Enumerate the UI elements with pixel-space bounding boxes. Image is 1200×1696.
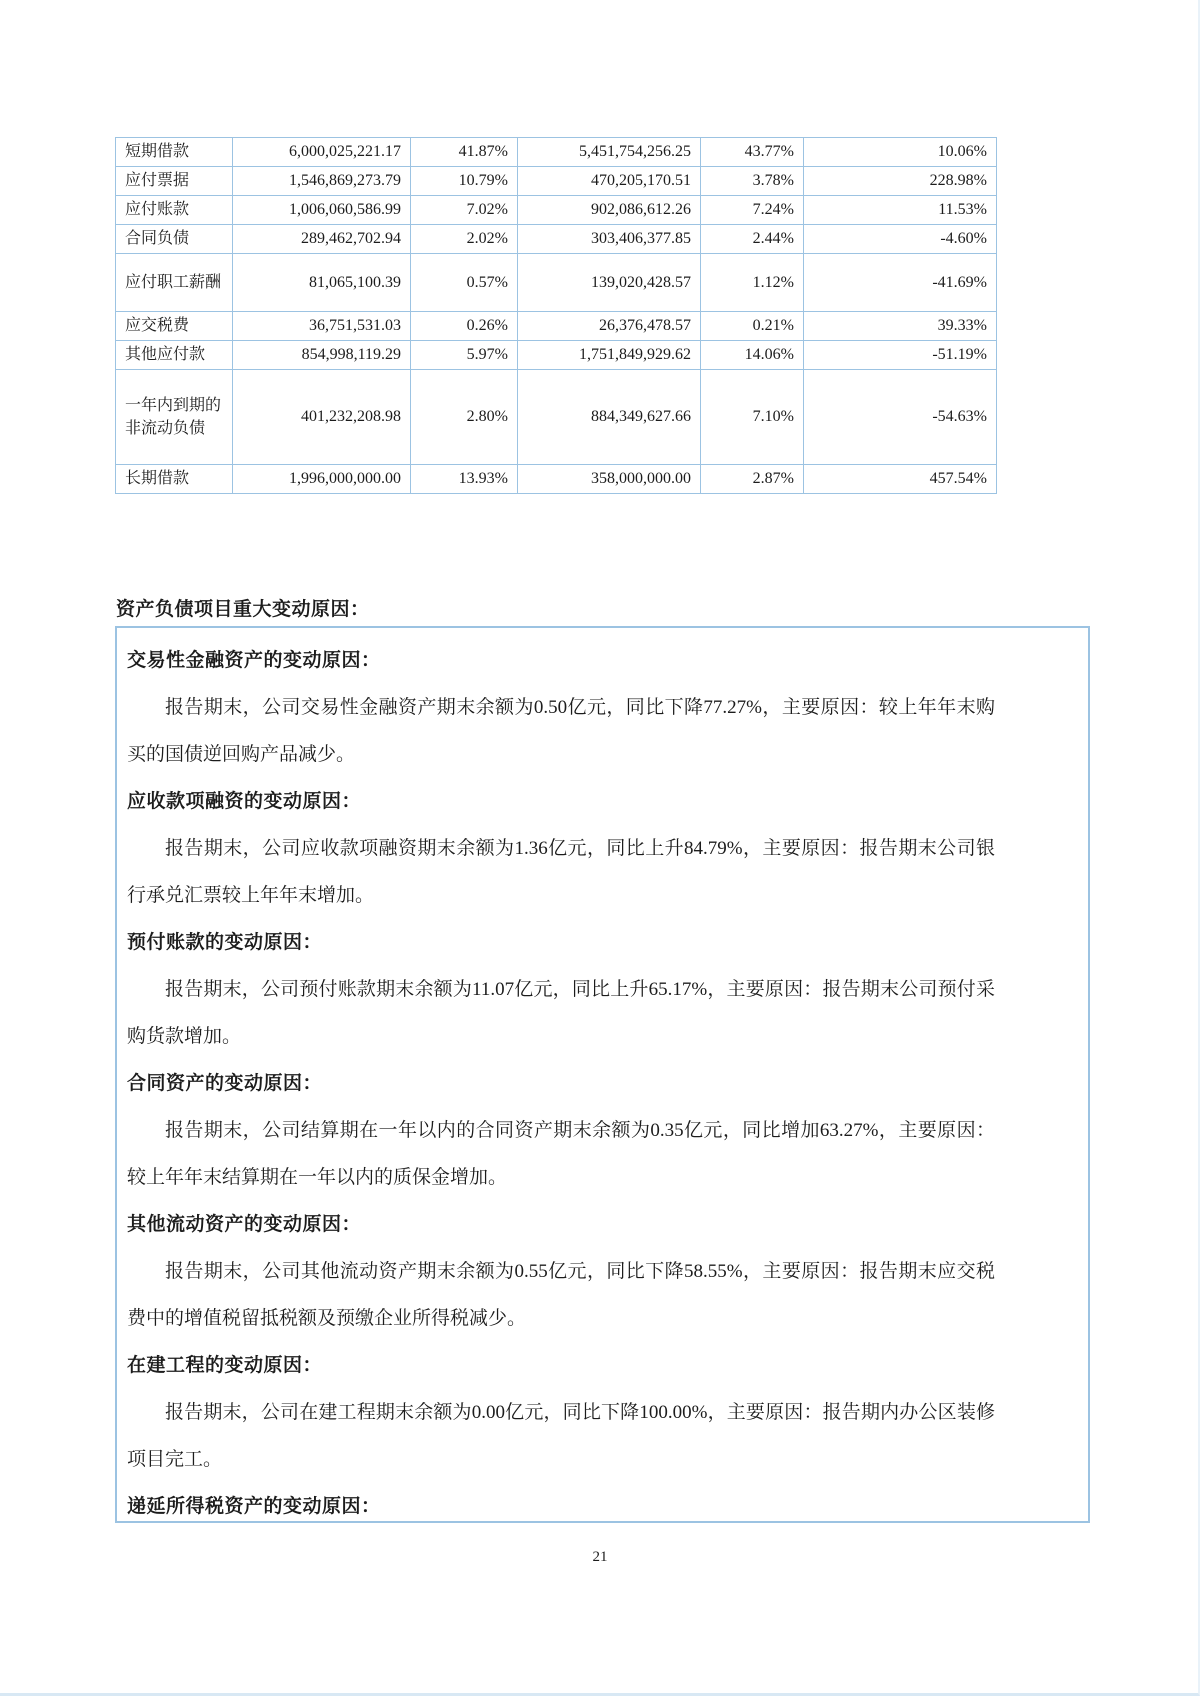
cell-amount-prior: 1,751,849,929.62 [518,341,701,370]
reason-paragraph: 报告期末，公司应收款项融资期末余额为1.36亿元，同比上升84.79%，主要原因：报告期末公司银行承兑汇票较上年年末增加。 [127,838,995,906]
cell-pct-prior: 7.24% [701,196,804,225]
table-row [116,254,997,312]
reason-heading: 其他流动资产的变动原因： [127,1214,362,1235]
cell-amount-current: 1,996,000,000.00 [233,465,411,494]
reason-block [127,637,1088,778]
cell-item: 合同负债 [116,225,233,254]
cell-amount-prior: 303,406,377.85 [518,225,701,254]
reason-paragraph: 报告期末，公司预付账款期末余额为11.07亿元，同比上升65.17%，主要原因：报告期末公司预付采购货款增加。 [127,979,995,1047]
cell-pct-prior: 2.87% [701,465,804,494]
cell-pct-prior: 43.77% [701,138,804,167]
cell-amount-prior: 884,349,627.66 [518,370,701,465]
cell-pct-prior: 7.10% [701,370,804,465]
reason-block [127,1342,1088,1483]
reason-heading: 在建工程的变动原因： [127,1355,323,1376]
cell-change: 228.98% [804,167,997,196]
reason-block [127,778,1088,919]
reason-heading: 合同资产的变动原因： [127,1073,323,1094]
cell-item: 长期借款 [116,465,233,494]
cell-item: 一年内到期的非流动负债 [116,370,233,465]
section-title: 资产负债项目重大变动原因： [116,599,370,620]
cell-change: 10.06% [804,138,997,167]
cell-amount-prior: 26,376,478.57 [518,312,701,341]
cell-change: 11.53% [804,196,997,225]
cell-pct-current: 0.57% [411,254,518,312]
reason-heading: 应收款项融资的变动原因： [127,791,362,812]
cell-amount-current: 6,000,025,221.17 [233,138,411,167]
table-row [116,465,997,494]
table-row [116,370,997,465]
cell-amount-current: 81,065,100.39 [233,254,411,312]
cell-change: 457.54% [804,465,997,494]
cell-change: -51.19% [804,341,997,370]
change-reasons-box [115,626,1090,1523]
cell-amount-current: 36,751,531.03 [233,312,411,341]
cell-pct-current: 0.26% [411,312,518,341]
page-number: 21 [592,1549,608,1565]
cell-item: 应付职工薪酬 [116,254,233,312]
cell-item: 应付票据 [116,167,233,196]
cell-amount-prior: 470,205,170.51 [518,167,701,196]
cell-item: 其他应付款 [116,341,233,370]
reason-block [127,1201,1088,1342]
cell-pct-prior: 1.12% [701,254,804,312]
cell-pct-prior: 0.21% [701,312,804,341]
reason-paragraph: 报告期末，公司在建工程期末余额为0.00亿元，同比下降100.00%，主要原因：报告期内办公区装修项目完工。 [127,1402,995,1470]
reason-paragraph: 报告期末，公司结算期在一年以内的合同资产期末余额为0.35亿元，同比增加63.27%，主要原因：较上年年末结算期在一年以内的质保金增加。 [127,1120,995,1188]
cell-item: 短期借款 [116,138,233,167]
cell-amount-prior: 902,086,612.26 [518,196,701,225]
cell-change: -4.60% [804,225,997,254]
reason-block [127,1060,1088,1201]
cell-pct-prior: 3.78% [701,167,804,196]
cell-pct-current: 2.02% [411,225,518,254]
table-row [116,138,997,167]
cell-amount-current: 401,232,208.98 [233,370,411,465]
cell-item: 应交税费 [116,312,233,341]
reason-paragraph: 报告期末，公司交易性金融资产期末余额为0.50亿元，同比下降77.27%，主要原因：较上年年末购买的国债逆回购产品减少。 [127,697,995,765]
cell-change: -54.63% [804,370,997,465]
table-row [116,225,997,254]
table-row [116,341,997,370]
table-row [116,196,997,225]
cell-pct-current: 41.87% [411,138,518,167]
cell-pct-current: 5.97% [411,341,518,370]
cell-amount-current: 289,462,702.94 [233,225,411,254]
reason-block [127,919,1088,1060]
table-row [116,167,997,196]
cell-change: -41.69% [804,254,997,312]
cell-amount-prior: 139,020,428.57 [518,254,701,312]
liabilities-table [115,137,997,494]
cell-pct-current: 7.02% [411,196,518,225]
cell-pct-current: 10.79% [411,167,518,196]
reason-heading: 预付账款的变动原因： [127,932,323,953]
cell-pct-prior: 2.44% [701,225,804,254]
reason-heading: 交易性金融资产的变动原因： [127,650,381,671]
cell-amount-current: 1,006,060,586.99 [233,196,411,225]
reason-heading: 递延所得税资产的变动原因： [127,1496,381,1517]
cell-amount-current: 1,546,869,273.79 [233,167,411,196]
cell-amount-prior: 5,451,754,256.25 [518,138,701,167]
cell-amount-prior: 358,000,000.00 [518,465,701,494]
cell-amount-current: 854,998,119.29 [233,341,411,370]
table-row [116,312,997,341]
reason-block [127,1483,1088,1523]
cell-pct-prior: 14.06% [701,341,804,370]
cell-pct-current: 2.80% [411,370,518,465]
cell-change: 39.33% [804,312,997,341]
cell-pct-current: 13.93% [411,465,518,494]
cell-item: 应付账款 [116,196,233,225]
reason-paragraph: 报告期末，公司其他流动资产期末余额为0.55亿元，同比下降58.55%，主要原因：报告期末应交税费中的增值税留抵税额及预缴企业所得税减少。 [127,1261,995,1329]
